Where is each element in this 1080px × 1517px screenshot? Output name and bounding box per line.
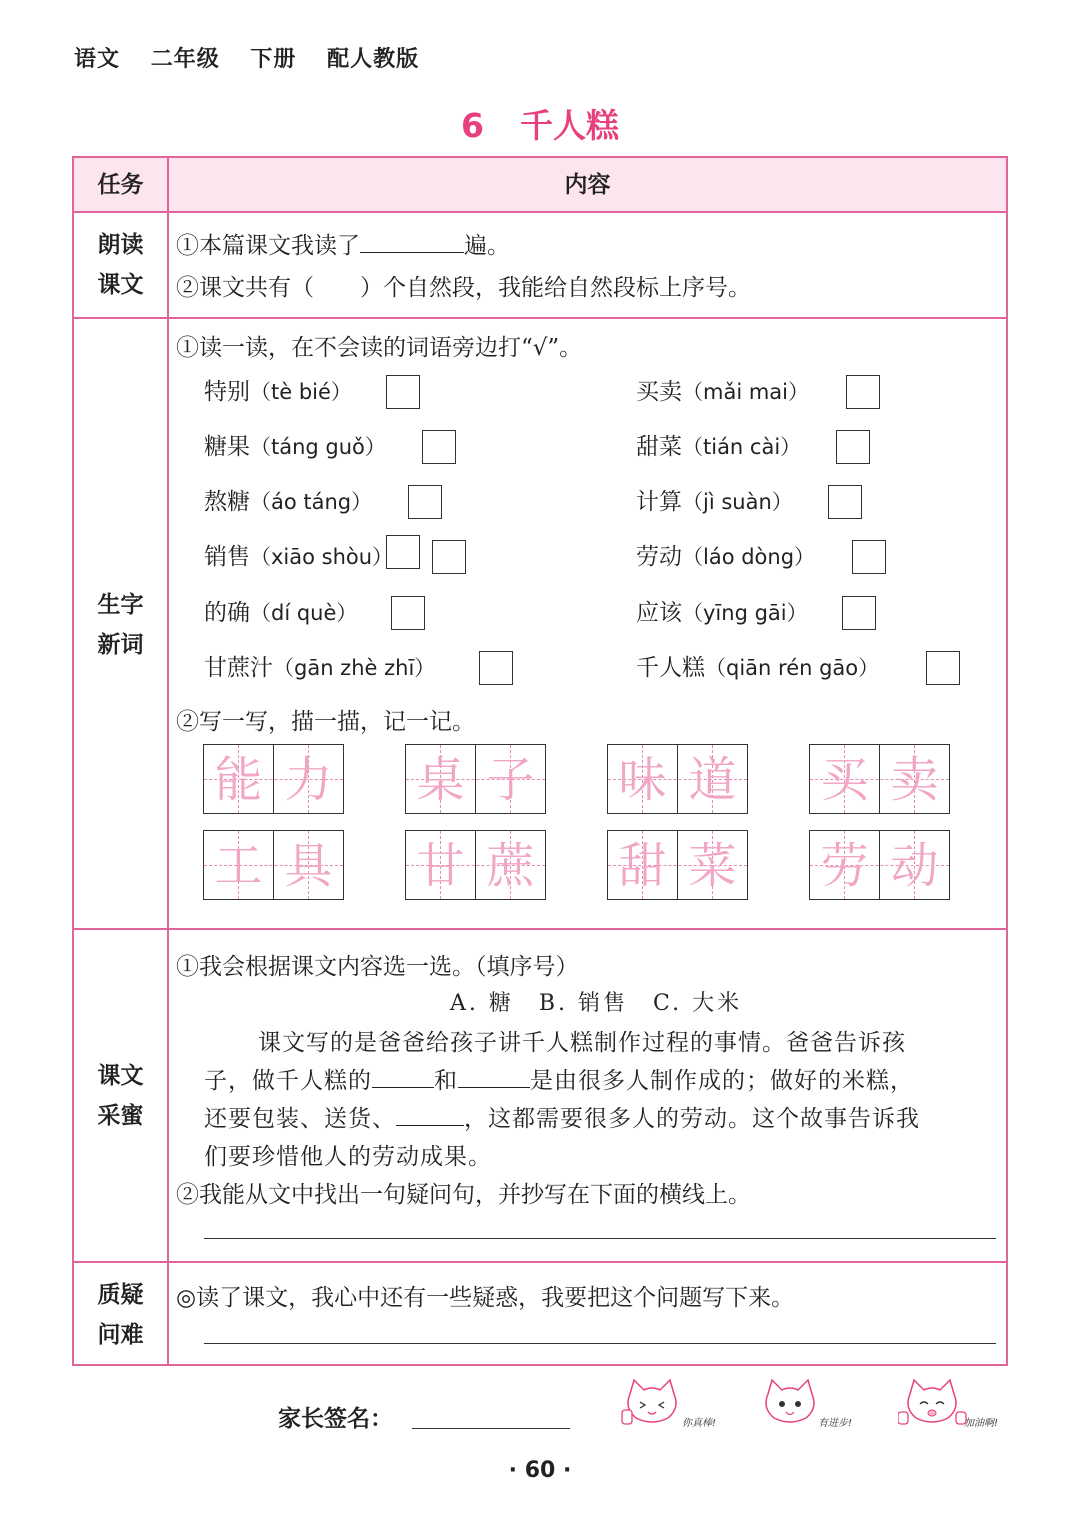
words-instruction-1: ①读一读，在不会读的词语旁边打“√”。 xyxy=(176,335,583,361)
tracing-grid[interactable] xyxy=(405,830,546,900)
trace-char: 劳 xyxy=(820,838,869,894)
trace-char: 工 xyxy=(214,838,263,894)
honey-para-4: 们要珍惜他人的劳动成果。 xyxy=(204,1144,492,1170)
trace-char: 桌 xyxy=(416,752,465,808)
word-text: 甘蔗汁 xyxy=(204,655,273,681)
word-checkbox[interactable] xyxy=(391,596,425,630)
word-text: 糖果 xyxy=(204,434,250,460)
answer-line[interactable] xyxy=(204,1343,996,1344)
word-item xyxy=(204,428,386,466)
word-pinyin: （xiāo shòu） xyxy=(250,545,394,569)
question-row xyxy=(74,1263,1006,1364)
word-text: 买卖 xyxy=(636,379,682,405)
honey-label-2: 采蜜 xyxy=(97,1103,144,1129)
word-pinyin: （yīng gāi） xyxy=(682,601,808,625)
word-pinyin: （mǎi mai） xyxy=(682,380,809,404)
words-label-1: 生字 xyxy=(97,592,144,618)
word-checkbox[interactable] xyxy=(828,485,862,519)
word-checkbox[interactable] xyxy=(846,375,880,409)
word-checkbox[interactable] xyxy=(422,430,456,464)
word-item xyxy=(204,373,352,411)
honey-para-2 xyxy=(204,1062,914,1095)
head-content: 内容 xyxy=(564,172,611,198)
word-item xyxy=(204,594,357,632)
word-pinyin: （qiān rén gāo） xyxy=(705,656,880,680)
task-table xyxy=(72,156,1008,1366)
word-text: 计算 xyxy=(636,489,682,515)
word-text: 熬糖 xyxy=(204,489,250,515)
honey-label-1: 课文 xyxy=(97,1063,144,1089)
word-pinyin: （táng guǒ） xyxy=(250,435,386,459)
words-label-2: 新词 xyxy=(97,632,144,658)
read-row xyxy=(74,213,1006,319)
tracing-grid[interactable] xyxy=(405,744,546,814)
trace-char: 菜 xyxy=(688,838,737,894)
word-item xyxy=(636,483,793,521)
tracing-grid[interactable] xyxy=(203,830,344,900)
tracing-grid[interactable] xyxy=(607,744,748,814)
read-label xyxy=(74,225,167,305)
word-checkbox[interactable] xyxy=(852,540,886,574)
word-pinyin: （áo táng） xyxy=(250,490,373,514)
word-pinyin: （jì suàn） xyxy=(682,490,793,514)
honey-options: A. 糖 B. 销售 C. 大米 xyxy=(450,991,743,1016)
words-instruction-2: ②写一写，描一描，记一记。 xyxy=(176,709,475,735)
word-checkbox[interactable] xyxy=(842,596,876,630)
read-line-1 xyxy=(176,227,510,260)
word-text: 特别 xyxy=(204,379,250,405)
honey-para-1: 课文写的是爸爸给孩子讲千人糕制作过程的事情。爸爸告诉孩 xyxy=(258,1030,906,1056)
honey-para-3b: ，这都需要很多人的劳动。这个故事告诉我 xyxy=(464,1106,920,1132)
trace-char: 蔗 xyxy=(486,838,535,894)
word-text: 的确 xyxy=(204,600,250,626)
word-pinyin: （láo dòng） xyxy=(682,545,816,569)
lesson-title xyxy=(0,100,1080,147)
table-header-row xyxy=(74,158,1006,213)
word-item xyxy=(636,428,801,466)
header-grade: 二年级 xyxy=(150,47,220,72)
read-label-1: 朗读 xyxy=(97,232,144,258)
tracing-grid[interactable] xyxy=(809,744,950,814)
honey-label xyxy=(74,1056,167,1136)
word-checkbox[interactable] xyxy=(836,430,870,464)
word-pinyin: （gān zhè zhī） xyxy=(273,656,436,680)
lesson-name: 千人糕 xyxy=(519,106,619,145)
word-text: 甜菜 xyxy=(636,434,682,460)
question-text: ◎读了课文，我心中还有一些疑惑，我要把这个问题写下来。 xyxy=(176,1285,795,1311)
lesson-number: 6 xyxy=(461,106,484,145)
cat-caption: 有进步! xyxy=(818,1418,853,1429)
honey-blank-2[interactable] xyxy=(458,1086,530,1088)
trace-char: 道 xyxy=(688,752,737,808)
tracing-grid[interactable] xyxy=(809,830,950,900)
trace-char: 味 xyxy=(618,752,667,808)
cat-caption: 加油啊! xyxy=(964,1418,999,1429)
word-pinyin: （tè bié） xyxy=(250,380,352,404)
honey-row xyxy=(74,930,1006,1263)
honey-blank-1[interactable] xyxy=(372,1086,434,1088)
parent-sign-line[interactable] xyxy=(412,1428,570,1429)
question-label xyxy=(74,1275,167,1355)
read-line-1-post: 遍。 xyxy=(464,233,510,259)
read-count-blank[interactable] xyxy=(360,251,464,253)
word-item xyxy=(636,373,809,411)
question-label-1: 质疑 xyxy=(97,1282,144,1308)
trace-char: 动 xyxy=(890,838,939,894)
word-checkbox[interactable] xyxy=(432,540,466,574)
page-number: · 60 · xyxy=(508,1458,572,1483)
trace-char: 子 xyxy=(486,752,535,808)
word-item xyxy=(204,649,435,687)
honey-q1: ①我会根据课文内容选一选。（填序号） xyxy=(176,954,579,980)
honey-para-2c: 是由很多人制作成的；做好的米糕， xyxy=(530,1068,914,1094)
header-subject: 语文 xyxy=(74,47,121,72)
word-pinyin: （dí què） xyxy=(250,601,358,625)
words-row xyxy=(74,319,1006,930)
trace-char: 甜 xyxy=(618,838,667,894)
word-item xyxy=(636,649,879,687)
tracing-grid[interactable] xyxy=(607,830,748,900)
header-edition: 配人教版 xyxy=(327,47,420,72)
answer-line[interactable] xyxy=(204,1238,996,1239)
words-label xyxy=(74,585,167,665)
word-checkbox[interactable] xyxy=(408,485,442,519)
word-checkbox[interactable] xyxy=(479,651,513,685)
read-line-2: ②课文共有（ ）个自然段，我能给自然段标上序号。 xyxy=(176,275,751,301)
column-separator xyxy=(167,158,169,1364)
word-item xyxy=(204,538,393,576)
head-task: 任务 xyxy=(97,172,144,198)
header-volume: 下册 xyxy=(250,47,297,72)
word-text: 千人糕 xyxy=(636,655,705,681)
honey-para-3a: 还要包装、送货、 xyxy=(204,1106,396,1132)
trace-char: 具 xyxy=(284,838,333,894)
word-item xyxy=(204,483,372,521)
honey-para-3 xyxy=(204,1100,920,1133)
honey-para-2b: 和 xyxy=(434,1068,458,1094)
trace-char: 卖 xyxy=(890,752,939,808)
book-header xyxy=(74,42,441,73)
word-text: 应该 xyxy=(636,600,682,626)
cat-caption: 你真棒! xyxy=(682,1418,717,1429)
read-line-1-pre: ①本篇课文我读了 xyxy=(176,233,360,259)
honey-para-2a: 子，做千人糕的 xyxy=(204,1068,372,1094)
honey-blank-3[interactable] xyxy=(396,1124,464,1126)
word-text: 销售 xyxy=(204,544,250,570)
word-pinyin: （tián cài） xyxy=(682,435,802,459)
trace-char: 买 xyxy=(820,752,869,808)
word-item xyxy=(636,538,815,576)
word-checkbox[interactable] xyxy=(926,651,960,685)
read-label-2: 课文 xyxy=(97,272,144,298)
trace-char: 力 xyxy=(284,752,333,808)
parent-sign-label: 家长签名： xyxy=(278,1406,393,1432)
trace-char: 甘 xyxy=(416,838,465,894)
word-text: 劳动 xyxy=(636,544,682,570)
honey-q2: ②我能从文中找出一句疑问句，并抄写在下面的横线上。 xyxy=(176,1182,751,1208)
word-checkbox[interactable] xyxy=(386,375,420,409)
tracing-grid[interactable] xyxy=(203,744,344,814)
word-item xyxy=(636,594,808,632)
trace-char: 能 xyxy=(214,752,263,808)
question-label-2: 问难 xyxy=(97,1322,144,1348)
